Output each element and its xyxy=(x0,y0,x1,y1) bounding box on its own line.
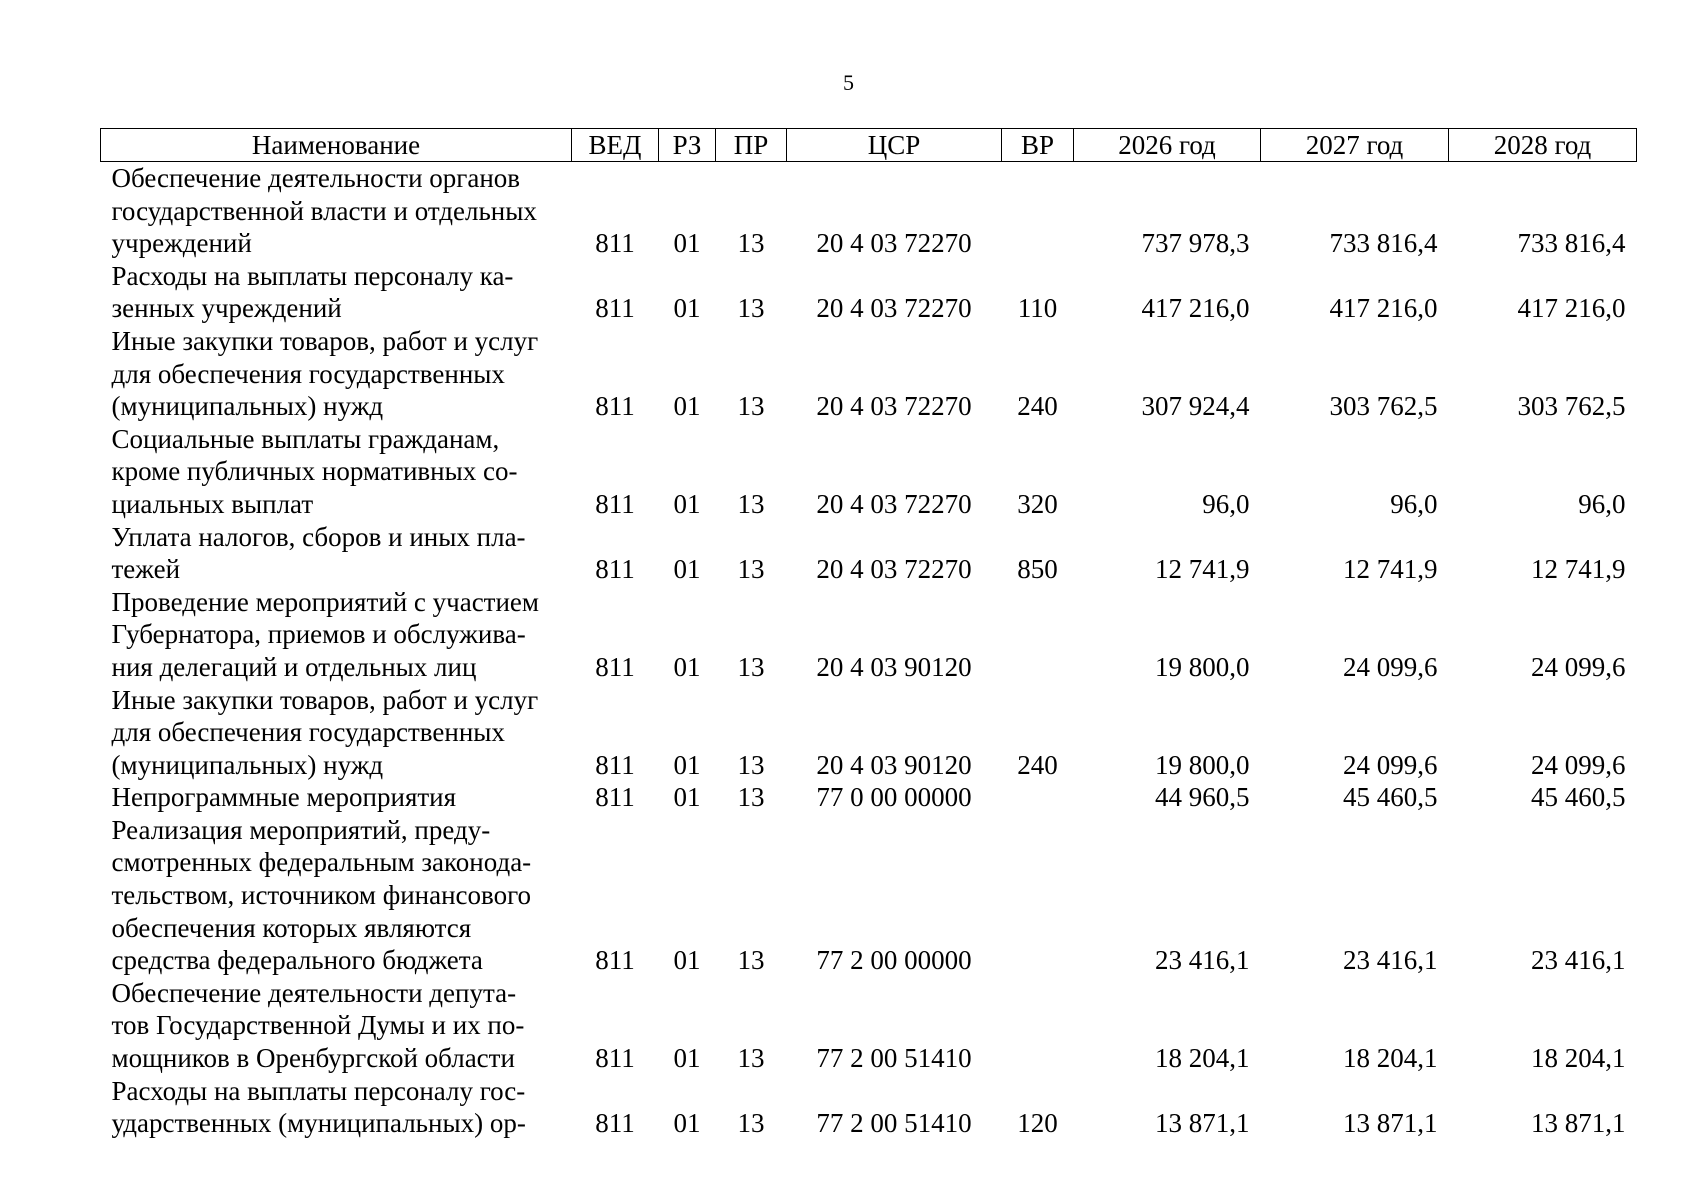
vr-cell: 110 xyxy=(1017,293,1058,324)
pr-cell: 13 xyxy=(737,488,765,519)
header-name: Наименование xyxy=(101,129,572,162)
row-name xyxy=(101,684,572,782)
row-name-line: учреждений xyxy=(111,228,252,259)
row-name-line: Обеспечение деятельности депута- xyxy=(111,977,517,1008)
csr-cell: 77 2 00 51410 xyxy=(816,1043,972,1074)
vr-cell xyxy=(1002,814,1074,977)
header-vr: ВР xyxy=(1002,129,1074,162)
value-2028-cell: 12 741,9 xyxy=(1531,554,1626,585)
pr-cell: 13 xyxy=(737,293,765,324)
value-2027-cell: 417 216,0 xyxy=(1329,293,1438,324)
vr-cell xyxy=(1002,162,1074,260)
value-2028-cell: 417 216,0 xyxy=(1517,293,1626,324)
pr-cell: 13 xyxy=(737,554,765,585)
ved-cell: 811 xyxy=(595,1043,635,1074)
ved-cell: 811 xyxy=(595,554,635,585)
row-name-line: Непрограммные мероприятия xyxy=(111,782,457,813)
csr-cell: 20 4 03 72270 xyxy=(816,554,972,585)
rz-cell: 01 xyxy=(673,651,701,682)
rz-cell: 01 xyxy=(673,749,701,780)
row-name-line: (муниципальных) нужд xyxy=(111,749,384,780)
row-name-line: зенных учреждений xyxy=(111,293,342,324)
table-row xyxy=(101,521,1637,586)
row-name xyxy=(101,325,572,423)
row-name-line: обеспечения которых являются xyxy=(111,912,472,943)
header-ved: ВЕД xyxy=(572,129,659,162)
header-2028: 2028 год xyxy=(1449,129,1637,162)
ved-cell: 811 xyxy=(595,228,635,259)
header-2027: 2027 год xyxy=(1261,129,1449,162)
pr-cell: 13 xyxy=(737,1043,765,1074)
table-row xyxy=(101,977,1637,1075)
row-name-line: Социальные выплаты гражданам, xyxy=(111,423,500,454)
row-name-line: Обеспечение деятельности органов xyxy=(111,163,521,193)
row-name-line: тов Государственной Думы и их по- xyxy=(111,1010,525,1041)
pr-cell: 13 xyxy=(737,945,765,976)
value-2027-cell: 23 416,1 xyxy=(1343,945,1438,976)
value-2026-cell: 417 216,0 xyxy=(1141,293,1250,324)
value-2027-cell: 96,0 xyxy=(1390,488,1438,519)
value-2028-cell: 303 762,5 xyxy=(1517,391,1626,422)
row-name-line: для обеспечения государственных xyxy=(111,358,505,389)
value-2028-cell: 733 816,4 xyxy=(1517,228,1626,259)
value-2028-cell: 24 099,6 xyxy=(1531,749,1626,780)
pr-cell: 13 xyxy=(737,782,765,813)
page-number: 5 xyxy=(843,70,854,95)
table-row xyxy=(101,586,1637,684)
vr-cell: 240 xyxy=(1017,391,1058,422)
ved-cell: 811 xyxy=(595,782,635,813)
pr-cell: 13 xyxy=(737,749,765,780)
rz-cell: 01 xyxy=(673,488,701,519)
table-row xyxy=(101,325,1637,423)
rz-cell: 01 xyxy=(673,228,701,259)
row-name-line: ударственных (муниципальных) ор- xyxy=(111,1108,526,1139)
vr-cell: 240 xyxy=(1017,749,1058,780)
header-csr: ЦСР xyxy=(787,129,1002,162)
value-2027-cell: 733 816,4 xyxy=(1329,228,1438,259)
csr-cell: 20 4 03 72270 xyxy=(816,293,972,324)
row-name xyxy=(101,162,572,260)
row-name-line: смотренных федеральным законода- xyxy=(111,847,532,878)
csr-cell: 77 2 00 00000 xyxy=(816,945,972,976)
value-2026-cell: 13 871,1 xyxy=(1155,1108,1250,1139)
row-name-line: Реализация мероприятий, преду- xyxy=(111,814,491,845)
value-2028-cell: 18 204,1 xyxy=(1531,1043,1626,1074)
row-name xyxy=(101,423,572,521)
value-2026-cell: 19 800,0 xyxy=(1155,749,1250,780)
vr-cell: 120 xyxy=(1017,1108,1058,1139)
rz-cell: 01 xyxy=(673,554,701,585)
table-row xyxy=(101,684,1637,782)
table-row xyxy=(101,781,1637,814)
row-name-line: мощников в Оренбургской области xyxy=(111,1043,515,1074)
value-2026-cell: 307 924,4 xyxy=(1141,391,1250,422)
value-2026-cell: 12 741,9 xyxy=(1155,554,1250,585)
value-2027-cell: 45 460,5 xyxy=(1343,782,1438,813)
value-2027-cell: 13 871,1 xyxy=(1343,1108,1438,1139)
csr-cell: 20 4 03 90120 xyxy=(816,651,972,682)
rz-cell: 01 xyxy=(673,293,701,324)
csr-cell: 20 4 03 72270 xyxy=(816,391,972,422)
value-2027-cell: 303 762,5 xyxy=(1329,391,1438,422)
row-name xyxy=(101,521,572,586)
value-2026-cell: 23 416,1 xyxy=(1155,945,1250,976)
row-name-line: Губернатора, приемов и обслужива- xyxy=(111,619,526,650)
pr-cell: 13 xyxy=(737,391,765,422)
csr-cell: 77 0 00 00000 xyxy=(816,782,972,813)
value-2028-cell: 96,0 xyxy=(1578,488,1626,519)
vr-cell xyxy=(1002,977,1074,1075)
table-row xyxy=(101,814,1637,977)
vr-cell: 850 xyxy=(1017,554,1058,585)
row-name-line: ния делегаций и отдельных лиц xyxy=(111,651,477,682)
vr-cell: 320 xyxy=(1017,488,1058,519)
row-name xyxy=(101,260,572,325)
row-name xyxy=(101,586,572,684)
value-2026-cell: 18 204,1 xyxy=(1155,1043,1250,1074)
table-row xyxy=(101,423,1637,521)
header-2026: 2026 год xyxy=(1074,129,1261,162)
csr-cell: 20 4 03 72270 xyxy=(816,488,972,519)
value-2028-cell: 45 460,5 xyxy=(1531,782,1626,813)
row-name-line: Расходы на выплаты персоналу гос- xyxy=(111,1075,526,1106)
pr-cell: 13 xyxy=(737,651,765,682)
row-name-line: тельством, источником финансового xyxy=(111,880,531,911)
ved-cell: 811 xyxy=(595,945,635,976)
rz-cell: 01 xyxy=(673,1108,701,1139)
csr-cell: 20 4 03 72270 xyxy=(816,228,972,259)
table-row xyxy=(101,260,1637,325)
header-pr: ПР xyxy=(716,129,787,162)
value-2026-cell: 44 960,5 xyxy=(1155,782,1250,813)
pr-cell: 13 xyxy=(737,228,765,259)
csr-cell: 20 4 03 90120 xyxy=(816,749,972,780)
row-name xyxy=(101,1075,572,1140)
value-2027-cell: 24 099,6 xyxy=(1343,651,1438,682)
row-name-line: средства федерального бюджета xyxy=(111,945,483,976)
rz-cell: 01 xyxy=(673,782,701,813)
row-name xyxy=(101,781,572,814)
value-2027-cell: 18 204,1 xyxy=(1343,1043,1438,1074)
row-name-line: для обеспечения государственных xyxy=(111,717,505,748)
row-name xyxy=(101,977,572,1075)
row-name-line: Проведение мероприятий с участием xyxy=(111,586,540,617)
table-header xyxy=(101,129,1637,162)
row-name xyxy=(101,814,572,977)
row-name-line: тежей xyxy=(111,554,181,585)
value-2026-cell: 96,0 xyxy=(1202,488,1250,519)
table-body xyxy=(101,162,1637,1140)
value-2026-cell: 19 800,0 xyxy=(1155,651,1250,682)
budget-table xyxy=(100,128,1637,1140)
csr-cell: 77 2 00 51410 xyxy=(816,1108,972,1139)
row-name-line: Уплата налогов, сборов и иных пла- xyxy=(111,521,526,552)
value-2028-cell: 23 416,1 xyxy=(1531,945,1626,976)
ved-cell: 811 xyxy=(595,651,635,682)
vr-cell xyxy=(1002,781,1074,814)
ved-cell: 811 xyxy=(595,749,635,780)
ved-cell: 811 xyxy=(595,293,635,324)
table-row xyxy=(101,1075,1637,1140)
rz-cell: 01 xyxy=(673,391,701,422)
ved-cell: 811 xyxy=(595,1108,635,1139)
row-name-line: кроме публичных нормативных со- xyxy=(111,456,518,487)
value-2028-cell: 24 099,6 xyxy=(1531,651,1626,682)
row-name-line: Иные закупки товаров, работ и услуг xyxy=(111,325,539,356)
ved-cell: 811 xyxy=(595,488,635,519)
row-name-line: циальных выплат xyxy=(111,488,314,519)
value-2028-cell: 13 871,1 xyxy=(1531,1108,1626,1139)
row-name-line: Расходы на выплаты персоналу ка- xyxy=(111,260,514,291)
pr-cell: 13 xyxy=(737,1108,765,1139)
value-2027-cell: 12 741,9 xyxy=(1343,554,1438,585)
row-name-line: Иные закупки товаров, работ и услуг xyxy=(111,684,539,715)
ved-cell: 811 xyxy=(595,391,635,422)
rz-cell: 01 xyxy=(673,945,701,976)
header-rz: РЗ xyxy=(659,129,716,162)
value-2026-cell: 737 978,3 xyxy=(1141,228,1250,259)
row-name-line: государственной власти и отдельных xyxy=(111,195,537,226)
table-row xyxy=(101,162,1637,260)
row-name-line: (муниципальных) нужд xyxy=(111,391,384,422)
vr-cell xyxy=(1002,586,1074,684)
rz-cell: 01 xyxy=(673,1043,701,1074)
value-2027-cell: 24 099,6 xyxy=(1343,749,1438,780)
